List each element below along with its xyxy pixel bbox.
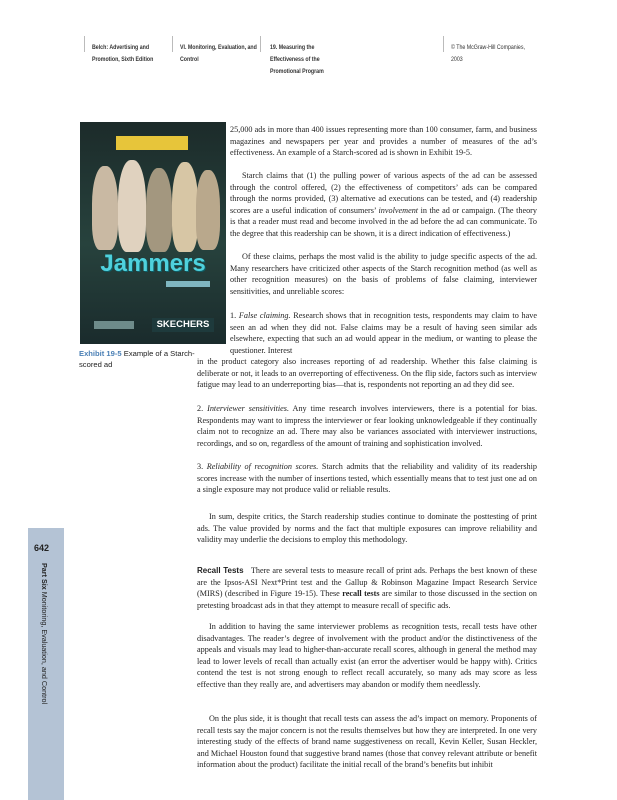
ad-model (118, 160, 146, 252)
ad-sponsor-mark (94, 321, 134, 329)
paragraph: 25,000 ads in more than 400 issues representing more than 100 consumer, farm, and business magazines and newspapers per year and provides a number of measures of the ad’s effectiveness. An example of a Starch-scored ad is shown in Exhibit 19-5. (230, 125, 537, 158)
exhibit-ad-image (80, 122, 226, 344)
header-rule (260, 36, 261, 52)
ad-model (172, 162, 198, 252)
ad-top-logo (116, 136, 188, 150)
list-item-3: 3. Reliability of recognition scores. Starch admits that the reliability and validity of its readership scores increase with the number of insertions tested, which essentially means that to test just one ad on a single exposure may not produce valid or reliable results. (197, 462, 537, 495)
paragraph: Of these claims, perhaps the most valid is the ability to judge specific aspects of the ad. Many researchers have criticized other aspects of the Starch recognition method (as well as other recognition measures) on the basis of problems of false claiming, interviewer sensitivities, and unreliable scores: (230, 252, 537, 296)
header-book: Belch: Advertising and Promotion, Sixth Edition (92, 44, 154, 63)
paragraph: Starch claims that (1) the pulling power of various aspects of the ad can be assessed through the control offered, (2) the effectiveness of competitors’ ads can be compared through the norms provided, (3) alternative ad executions can be tested, and (4) readership scores are a useful indication of consumers’ involvement in the ad or campaign. (The theory is that a reader must read and become involved in the ad before the ad can communicate. To the degree that this readership can be shown, it is a direct indication of effectiveness.) (230, 171, 537, 238)
part-title-vertical (40, 563, 49, 704)
ad-brand-logo: SKECHERS (152, 318, 214, 332)
header-chapter: 19. Measuring the Effectiveness of the Promotional Program (270, 44, 324, 75)
list-item-1-cont: in the product category also increases reporting of ad readership. Whether this false claiming is deliberate or not, it leads to an overreporting of effectiveness. On the flip side, factors such as interview fatigue may lead to an underreporting bias—that is, respondents not reporting an ad they did see. (197, 357, 537, 390)
ad-model (146, 168, 172, 252)
exhibit-caption-text: Example of a Starch-scored ad (79, 349, 195, 369)
paragraph: On the plus side, it is thought that recall tests can assess the ad’s impact on memory. Proponents of recall tests say the major concern is not the results themselves but how they are interpreted. In one very interesting study of the effects of brand name suggestiveness on recall, Kevin Keller, Susan Heckler, and Michael Houston found that suggestive brand names (those that convey relevant attribute or benefit information about the product) facilitate the initial recall of the brand’s benefits but inhibit (197, 714, 537, 770)
header-copyright: © The McGraw-Hill Companies, 2003 (451, 44, 525, 63)
part-title: Monitoring, Evaluation, and Control (40, 591, 49, 705)
header-rule (443, 36, 444, 52)
section-heading: Recall Tests (197, 566, 244, 575)
list-item-1: 1. False claiming. Research shows that in recognition tests, respondents may claim to have seen an ad when they did not. False claims may be a result of having seen similar ads elsewhere, expecting that such an ad would appear in the medium, or wanting to please the questioner. Interest (230, 311, 537, 355)
exhibit-label: Exhibit 19-5 (79, 349, 122, 358)
running-header (0, 0, 617, 80)
exhibit-caption (79, 348, 197, 370)
paragraph: In sum, despite critics, the Starch readership studies continue to dominate the posttesting of print ads. The value provided by norms and the fact that multiple exposures can improve reliability and validity may underlie the decisions to employ this methodology. (197, 512, 537, 545)
header-rule (172, 36, 173, 52)
header-rule (84, 36, 85, 52)
part-label: Part Six (40, 563, 49, 590)
paragraph: In addition to having the same interviewer problems as recognition tests, recall tests have other disadvantages. The reader’s degree of involvement with the product and/or the distinctiveness of the appeals and visuals may lead to higher-than-accurate recall scores, although in general the method may lead to lower levels of recall than actually exist (an error the advertiser would be happy with). Critics contend the test is not strong enough to reflect recall accurately, so many ads may score as less effective than they really are, and advertisers may abandon or modify them needlessly. (197, 622, 537, 689)
ad-model (196, 170, 220, 250)
header-part: VI. Monitoring, Evaluation, and Control (180, 44, 257, 63)
ad-model (92, 166, 118, 250)
ad-subtitle-bar (166, 281, 210, 287)
page-number: 642 (34, 543, 50, 553)
list-item-2: 2. Interviewer sensitivities. Any time research involves interviewers, there is a potential for bias. Respondents may want to impress the interviewer or fear looking unknowledgeable if they continually claim not to recognize an ad. There may also be variances associated with interviewer instructions, recordings, and so on, regardless of the amount of training and sophistication involved. (197, 404, 537, 448)
ad-title: Jammers (100, 250, 206, 277)
paragraph: Recall Tests There are several tests to measure recall of print ads. Perhaps the best known of these are the Ipsos-ASI Next*Print test and the Gallup & Robinson Magazine Impact Research Service (MIRS) (described in Figure 19-15). These recall tests are similar to those discussed in the section on pretesting broadcast ads in that they attempt to measure recall of specific ads. (197, 566, 537, 610)
